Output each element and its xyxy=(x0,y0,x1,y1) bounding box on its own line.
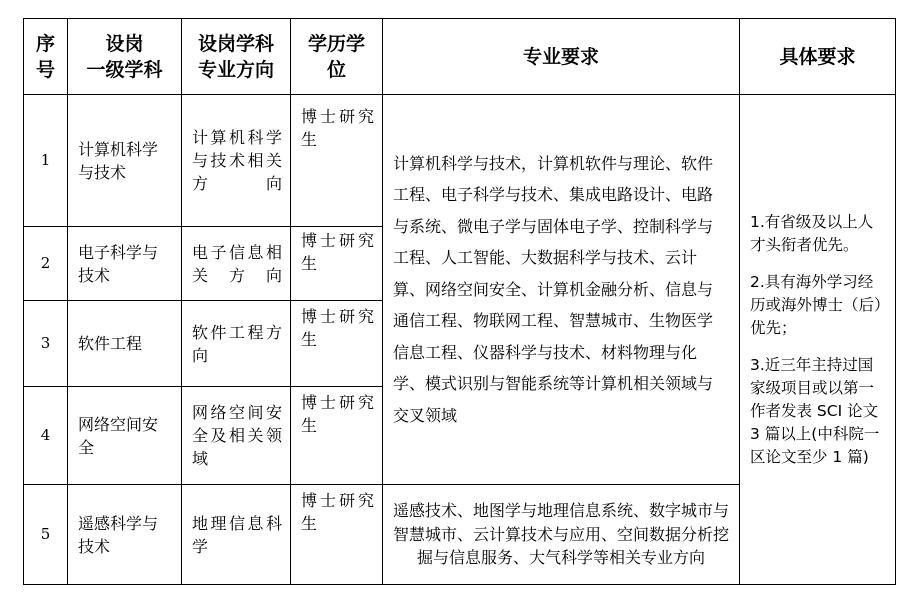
row-degree: 博士研究生 xyxy=(291,485,383,585)
row-direction: 网络空间安全及相关领域 xyxy=(182,387,291,485)
row-degree: 博士研究生 xyxy=(291,301,383,387)
row-subject: 电子科学与技术 xyxy=(68,227,182,301)
row-seq: 2 xyxy=(24,227,68,301)
row-degree: 博士研究生 xyxy=(291,227,383,301)
header-seq: 序 号 xyxy=(24,19,68,95)
row-direction: 计算机科学与技术相关方向 xyxy=(182,95,291,227)
row-seq: 1 xyxy=(24,95,68,227)
header-subject: 设岗 一级学科 xyxy=(68,19,182,95)
row-subject: 软件工程 xyxy=(68,301,182,387)
specific-requirements xyxy=(740,95,896,585)
major-requirements-group-1: 计算机科学与技术，计算机软件与理论、软件工程、电子科学与技术、集成电路设计、电路与系统、微电子学与固体电子学、控制科学与工程、人工智能、大数据科学与技术、云计算、网络空间安全、计算机金融分析、信息与通信工程、物联网工程、智慧城市、生物医学信息工程、仪器科学与技术、材料物理与化学、模式识别与智能系统等计算机相关领域与交叉领域 xyxy=(383,95,740,485)
row-seq: 4 xyxy=(24,387,68,485)
header-requirements: 具体要求 xyxy=(740,19,896,95)
row-direction: 电子信息相关方向 xyxy=(182,227,291,301)
header-direction: 设岗学科 专业方向 xyxy=(182,19,291,95)
requirement-item: 1.有省级及以上人才头衔者优先。 xyxy=(750,212,874,254)
header-degree: 学历学 位 xyxy=(291,19,383,95)
row-seq: 3 xyxy=(24,301,68,387)
row-subject: 遥感科学与技术 xyxy=(68,485,182,585)
row-degree: 博士研究生 xyxy=(291,95,383,227)
row-degree: 博士研究生 xyxy=(291,387,383,485)
major-requirements-group-2: 遥感技术、地图学与地理信息系统、数字城市与智慧城市、云计算技术与应用、空间数据分析挖掘与信息服务、大气科学等相关专业方向 xyxy=(383,485,740,585)
row-subject: 网络空间安全 xyxy=(68,387,182,485)
header-row xyxy=(24,19,896,95)
row-direction: 软件工程方向 xyxy=(182,301,291,387)
row-direction: 地理信息科学 xyxy=(182,485,291,585)
row-subject: 计算机科学与技术 xyxy=(68,95,182,227)
requirement-item: 3.近三年主持过国家级项目或以第一作者发表 SCI 论文 3 篇以上(中科院一区论文至少 1 篇) xyxy=(750,355,880,466)
header-major: 专业要求 xyxy=(383,19,740,95)
table-row xyxy=(24,95,896,227)
recruitment-table xyxy=(23,18,896,585)
row-seq: 5 xyxy=(24,485,68,585)
requirement-item: 2.具有海外学习经历或海外博士（后）优先； xyxy=(750,272,882,337)
